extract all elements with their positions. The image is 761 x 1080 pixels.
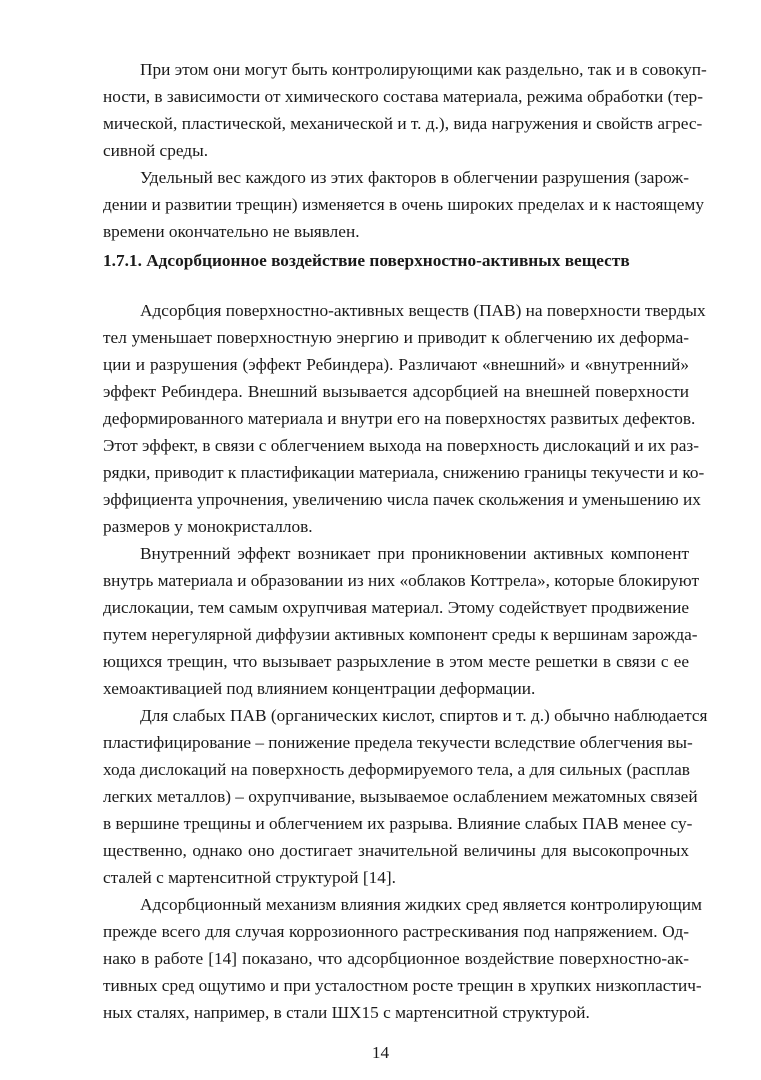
paragraph-5-line-1: Для слабых ПАВ (органических кислот, спиртов и т. д.) обычно наблюдается xyxy=(140,706,708,725)
paragraph-1-line-4: сивной среды. xyxy=(103,141,209,160)
paragraph-5-line-2: пластифицирование – понижение предела текучести вследствие облегчения вы- xyxy=(103,733,693,752)
paragraph-1-line-1: При этом они могут быть контролирующими как раздельно, так и в совокуп- xyxy=(140,60,707,79)
paragraph-3-line-9: размеров у монокристаллов. xyxy=(103,517,313,536)
paragraph-4-line-6: хемоактивацией под влиянием концентрации деформации. xyxy=(103,679,536,698)
paragraph-3-line-2: тел уменьшает поверхностную энергию и приводит к облегчению их деформа- xyxy=(103,328,689,347)
paragraph-5-line-5: в вершине трещины и облегчением их разрыва. Влияние слабых ПАВ менее су- xyxy=(103,814,693,833)
paragraph-3-line-5: деформированного материала и внутри его на поверхностях развитых дефектов. xyxy=(103,409,696,428)
section-heading: 1.7.1. Адсорбционное воздействие поверхностно-активных веществ xyxy=(103,251,630,270)
paragraph-1-line-3: мической, пластической, механической и т. д.), вида нагружения и свойств агрес- xyxy=(103,114,703,133)
paragraph-3-line-7: рядки, приводит к пластификации материала, снижению границы текучести и ко- xyxy=(103,463,705,482)
paragraph-2-line-3: времени окончательно не выявлен. xyxy=(103,222,360,241)
paragraph-6-line-3: нако в работе [14] показано, что адсорбционное воздействие поверхностно-ак- xyxy=(103,949,689,968)
paragraph-4-line-2: внутрь материала и образовании из них «облаков Коттрела», которые блокируют xyxy=(103,571,699,590)
paragraph-4-line-5: ющихся трещин, что вызывает разрыхление в этом месте решетки в связи с ее xyxy=(103,652,689,671)
paragraph-4-line-3: дислокации, тем самым охрупчивая материал. Этому содействует продвижение xyxy=(103,598,689,617)
paragraph-5-line-7: сталей с мартенситной структурой [14]. xyxy=(103,868,396,887)
paragraph-6-line-1: Адсорбционный механизм влияния жидких сред является контролирующим xyxy=(140,895,702,914)
paragraph-3-line-3: ции и разрушения (эффект Ребиндера). Различают «внешний» и «внутренний» xyxy=(103,355,689,374)
paragraph-3-line-1: Адсорбция поверхностно-активных веществ (ПАВ) на поверхности твердых xyxy=(140,301,706,320)
paragraph-1-line-2: ности, в зависимости от химического состава материала, режима обработки (тер- xyxy=(103,87,703,106)
paragraph-6-line-5: ных сталях, например, в стали ШХ15 с мартенситной структурой. xyxy=(103,1003,590,1022)
paragraph-6-line-2: прежде всего для случая коррозионного растрескивания под напряжением. Од- xyxy=(103,922,689,941)
paragraph-3-line-8: эффициента упрочнения, увеличению числа пачек скольжения и уменьшению их xyxy=(103,490,701,509)
paragraph-5-line-6: щественно, однако оно достигает значительной величины для высокопрочных xyxy=(103,841,689,860)
paragraph-5-line-4: легких металлов) – охрупчивание, вызываемое ослаблением межатомных связей xyxy=(103,787,698,806)
paragraph-6-line-4: тивных сред ощутимо и при усталостном росте трещин в хрупких низкопластич- xyxy=(103,976,702,995)
paragraph-3-line-4: эффект Ребиндера. Внешний вызывается адсорбцией на внешней поверхности xyxy=(103,382,689,401)
paragraph-5-line-3: хода дислокаций на поверхность деформируемого тела, а для сильных (расплав xyxy=(103,760,690,779)
paragraph-3-line-6: Этот эффект, в связи с облегчением выхода на поверхность дислокаций и их раз- xyxy=(103,436,700,455)
page-number: 14 xyxy=(371,1043,390,1062)
paragraph-2-line-1: Удельный вес каждого из этих факторов в облегчении разрушения (зарож- xyxy=(140,168,689,187)
paragraph-2-line-2: дении и развитии трещин) изменяется в очень широких пределах и к настоящему xyxy=(103,195,704,214)
paragraph-4-line-4: путем нерегулярной диффузии активных компонент среды к вершинам зарожда- xyxy=(103,625,698,644)
paragraph-4-line-1: Внутренний эффект возникает при проникновении активных компонент xyxy=(140,544,689,563)
